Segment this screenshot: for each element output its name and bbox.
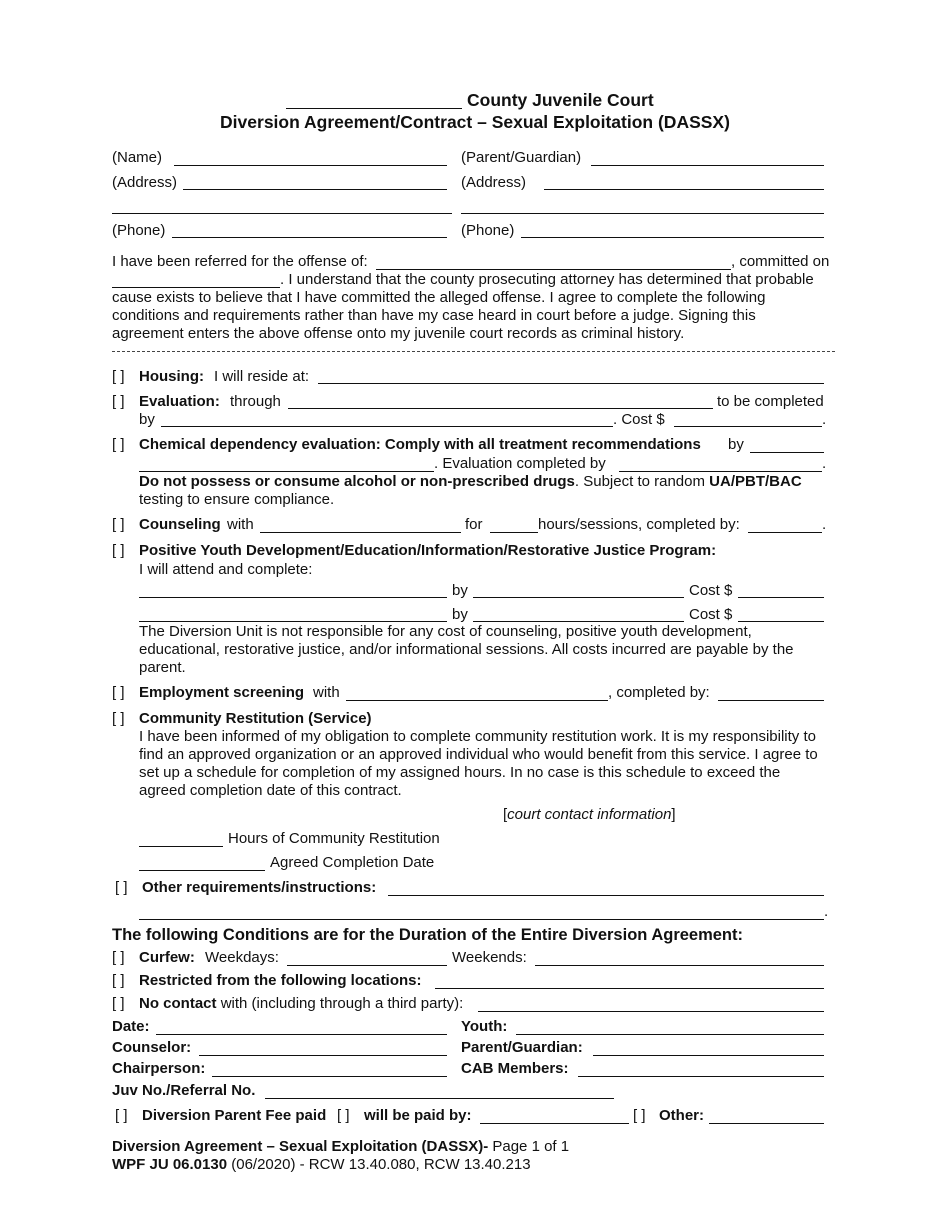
fee-other-label: Other: — [659, 1107, 704, 1124]
court-contact-text: court contact information — [507, 806, 672, 823]
divider — [112, 351, 835, 352]
employment-with: with — [313, 684, 340, 701]
restitution-checkbox[interactable]: [ ] — [112, 710, 125, 727]
parent-address-field[interactable] — [544, 189, 824, 190]
youth-label: Youth: — [461, 1018, 508, 1035]
footer-line2 — [112, 1156, 531, 1174]
offense-date-field[interactable] — [112, 287, 280, 288]
program2-by: by — [452, 606, 468, 623]
cab-members-field[interactable] — [578, 1076, 824, 1077]
curfew-checkbox[interactable]: [ ] — [112, 949, 125, 966]
program1-field[interactable] — [139, 597, 447, 598]
committed-on-label: , committed on — [731, 253, 830, 270]
housing-field[interactable] — [318, 383, 824, 384]
county-name-blank[interactable] — [286, 108, 462, 109]
chemical-by-field[interactable] — [750, 452, 824, 453]
evaluation-through: through — [230, 393, 281, 410]
chemical-completed-by: . Evaluation completed by — [434, 455, 606, 472]
name-label: (Name) — [112, 149, 163, 166]
restricted-label: Restricted from the following locations: — [139, 972, 422, 989]
phone-label: (Phone) — [112, 222, 166, 239]
phone-field[interactable] — [172, 237, 447, 238]
counseling-provider-field[interactable] — [260, 532, 461, 533]
curfew-label: Curfew: — [139, 949, 195, 966]
parent-signature-field[interactable] — [593, 1055, 824, 1056]
evaluation-cost: . Cost $ — [613, 411, 665, 428]
program2-field[interactable] — [139, 621, 447, 622]
intro-paragraph: cause exists to believe that I have committed the alleged offense. I agree to complete the following conditions and requirements rather than have my case heard in court before a judge. Signing this agreement enters the above offense onto my juvenile court records as criminal history. — [112, 289, 766, 342]
chemical-subject: . Subject to random — [574, 473, 705, 490]
nocontact-checkbox[interactable]: [ ] — [112, 995, 125, 1012]
evaluation-date-field[interactable] — [161, 426, 613, 427]
restitution-date-field[interactable] — [139, 870, 265, 871]
date-label: Date: — [112, 1018, 150, 1035]
address-label: (Address) — [112, 174, 178, 191]
other-checkbox[interactable]: [ ] — [115, 879, 128, 896]
fee-will-field[interactable] — [480, 1123, 629, 1124]
employment-provider-field[interactable] — [346, 700, 608, 701]
fee-other-field[interactable] — [709, 1123, 824, 1124]
chemical-rule — [139, 473, 802, 491]
other-end: . — [824, 903, 829, 920]
counseling-with: with — [227, 516, 254, 533]
program1-cost-field[interactable] — [738, 597, 824, 598]
positive-attend: I will attend and complete: — [139, 561, 313, 578]
other-field-line2[interactable] — [139, 919, 824, 920]
nocontact-rest: with (including through a third party): — [220, 995, 464, 1012]
name-field[interactable] — [174, 165, 447, 166]
chairperson-label: Chairperson: — [112, 1060, 206, 1077]
program1-cost: Cost $ — [689, 582, 733, 599]
chemical-field-line2[interactable] — [139, 471, 434, 472]
weekdays-label: Weekdays: — [205, 949, 279, 966]
footer-line1 — [112, 1138, 569, 1156]
employment-checkbox[interactable]: [ ] — [112, 684, 125, 701]
employment-date-field[interactable] — [718, 700, 824, 701]
program2-cost: Cost $ — [689, 606, 733, 623]
other-field[interactable] — [388, 895, 824, 896]
parent-address-label: (Address) — [461, 174, 527, 191]
offense-label: I have been referred for the offense of: — [112, 253, 368, 270]
evaluation-by: by — [139, 411, 155, 428]
program2-cost-field[interactable] — [738, 621, 824, 622]
nocontact-bold: No contact — [139, 995, 217, 1012]
parent-address-field-line2[interactable] — [461, 213, 824, 214]
housing-label: Housing: — [139, 368, 204, 385]
fee-paid-checkbox[interactable]: [ ] — [115, 1107, 128, 1124]
evaluation-to-be: to be completed — [717, 393, 824, 410]
positive-label: Positive Youth Development/Education/Information/Restorative Justice Program: — [139, 542, 717, 559]
program1-date-field[interactable] — [473, 597, 684, 598]
chemical-by: by — [728, 436, 744, 453]
nocontact-label — [139, 995, 463, 1013]
parent-phone-field[interactable] — [521, 237, 824, 238]
restitution-text: I have been informed of my obligation to complete community restitution work. It is my responsibility to find an approved organization or an approved individual who would benefit from this service. I agree to set up a schedule for completion of my assigned hours. In no case is this schedule to exceed the agreed completion date of this contract. — [139, 728, 818, 799]
counseling-hours-field[interactable] — [490, 532, 538, 533]
parent-field[interactable] — [591, 165, 824, 166]
restitution-hours-field[interactable] — [139, 846, 223, 847]
nocontact-field[interactable] — [478, 1011, 824, 1012]
employment-completed: , completed by: — [608, 684, 710, 701]
chairperson-signature-field[interactable] — [212, 1076, 447, 1077]
title-line1: County Juvenile Court — [467, 90, 654, 110]
chemical-label: Chemical dependency evaluation: Comply with all treatment recommendations — [139, 436, 701, 453]
chemical-rule-bold: Do not possess or consume alcohol or non-prescribed drugs — [139, 473, 575, 490]
restitution-label: Community Restitution (Service) — [139, 710, 372, 727]
youth-signature-field[interactable] — [516, 1034, 824, 1035]
address-field[interactable] — [183, 189, 447, 190]
housing-text: I will reside at: — [214, 368, 310, 385]
cab-members-label: CAB Members: — [461, 1060, 569, 1077]
fee-paid-label: Diversion Parent Fee paid — [142, 1107, 327, 1124]
parent-phone-label: (Phone) — [461, 222, 515, 239]
counselor-label: Counselor: — [112, 1039, 192, 1056]
restricted-field[interactable] — [435, 988, 824, 989]
program1-by: by — [452, 582, 468, 599]
restricted-checkbox[interactable]: [ ] — [112, 972, 125, 989]
chemical-testing: testing to ensure compliance. — [139, 491, 335, 508]
positive-note: The Diversion Unit is not responsible for any cost of counseling, positive youth development, educational, restorative justice, and/or informational sessions. All costs incurred are payable by the parent. — [139, 623, 794, 676]
juv-no-label: Juv No./Referral No. — [112, 1082, 256, 1099]
restitution-date-label: Agreed Completion Date — [270, 854, 435, 871]
fee-other-checkbox[interactable]: [ ] — [633, 1107, 646, 1124]
footer-rcw: (06/2020) - RCW 13.40.080, RCW 13.40.213 — [227, 1156, 531, 1173]
fee-will-label: will be paid by: — [364, 1107, 472, 1124]
positive-checkbox[interactable]: [ ] — [112, 542, 125, 559]
counseling-checkbox[interactable]: [ ] — [112, 516, 125, 533]
chemical-checkbox[interactable]: [ ] — [112, 436, 125, 453]
evaluation-provider-field[interactable] — [288, 408, 713, 409]
employment-label: Employment screening — [139, 684, 305, 701]
chemical-tests: UA/PBT/BAC — [709, 473, 802, 490]
counseling-hours: hours/sessions, completed by: — [538, 516, 740, 533]
parent-guardian-label: Parent/Guardian: — [461, 1039, 583, 1056]
counseling-label: Counseling — [139, 516, 221, 533]
evaluation-cost-field[interactable] — [674, 426, 822, 427]
counselor-signature-field[interactable] — [199, 1055, 447, 1056]
footer-title: Diversion Agreement – Sexual Exploitation (DASSX)- — [112, 1138, 489, 1155]
juv-no-field[interactable] — [265, 1098, 614, 1099]
counseling-date-field[interactable] — [748, 532, 822, 533]
housing-checkbox[interactable]: [ ] — [112, 368, 125, 385]
title-line2: Diversion Agreement/Contract – Sexual Exploitation (DASSX) — [220, 112, 730, 132]
court-contact: [court contact information] — [503, 806, 676, 823]
parent-label: (Parent/Guardian) — [461, 149, 582, 166]
footer-page: Page 1 of 1 — [488, 1138, 570, 1155]
weekends-field[interactable] — [535, 965, 824, 966]
footer-form-no: WPF JU 06.0130 — [112, 1156, 228, 1173]
offense-field[interactable] — [376, 269, 731, 270]
address-field-line2[interactable] — [112, 213, 452, 214]
evaluation-end: . — [822, 411, 827, 428]
weekends-label: Weekends: — [452, 949, 527, 966]
chemical-completed-field[interactable] — [619, 471, 822, 472]
intro-line2: . I understand that the county prosecuting attorney has determined that probable — [280, 271, 814, 288]
evaluation-checkbox[interactable]: [ ] — [112, 393, 125, 410]
chemical-dot: . — [822, 455, 827, 472]
counseling-end: . — [822, 516, 827, 533]
weekdays-field[interactable] — [287, 965, 447, 966]
evaluation-label: Evaluation: — [139, 393, 220, 410]
conditions-heading: The following Conditions are for the Duration of the Entire Diversion Agreement: — [112, 926, 744, 944]
fee-will-checkbox[interactable]: [ ] — [337, 1107, 350, 1124]
counseling-for: for — [465, 516, 483, 533]
other-label: Other requirements/instructions: — [142, 879, 377, 896]
restitution-hours-label: Hours of Community Restitution — [228, 830, 440, 847]
date-field[interactable] — [156, 1034, 447, 1035]
program2-date-field[interactable] — [473, 621, 684, 622]
